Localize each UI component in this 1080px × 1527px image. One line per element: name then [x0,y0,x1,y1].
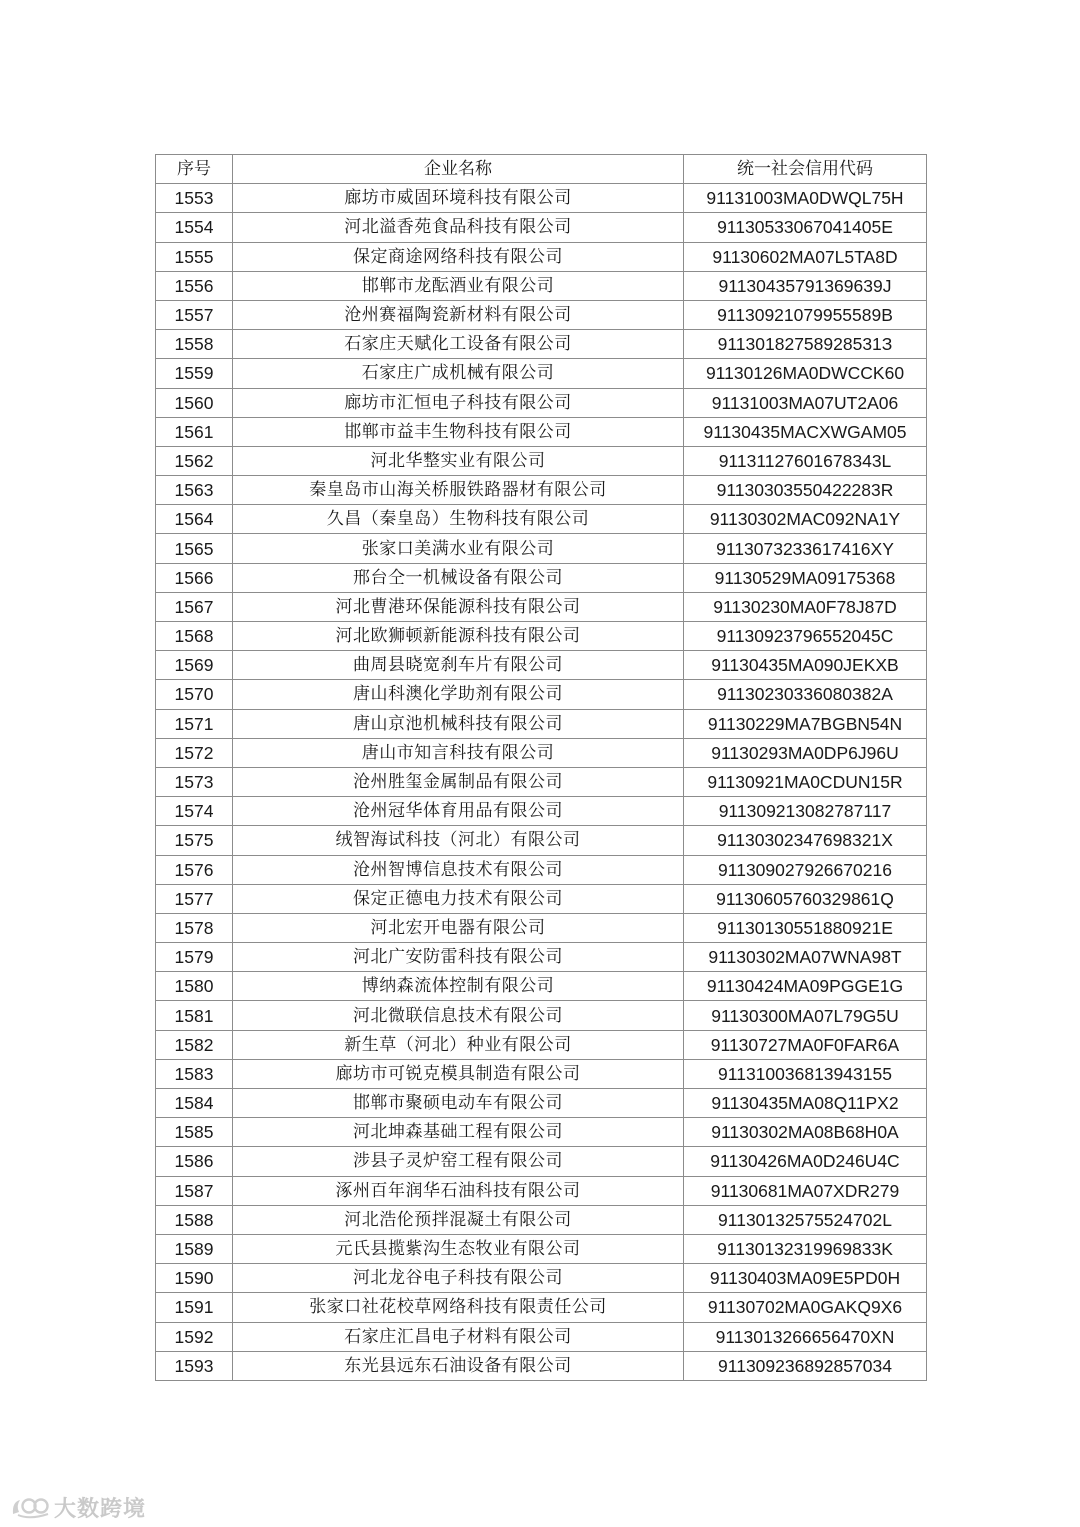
row-enterprise-name: 河北微联信息技术有限公司 [233,1001,684,1030]
table-row [156,913,927,942]
table-row [156,1234,927,1263]
watermark [10,1490,146,1524]
row-credit-code: 91130605760329861Q [684,884,927,913]
row-serial-no: 1561 [156,417,233,446]
row-credit-code: 91130293MA0DP6J96U [684,738,927,767]
row-enterprise-name: 廊坊市汇恒电子科技有限公司 [233,388,684,417]
row-enterprise-name: 保定商途网络科技有限公司 [233,242,684,271]
row-serial-no: 1592 [156,1322,233,1351]
row-credit-code: 91130602MA07L5TA8D [684,242,927,271]
row-enterprise-name: 河北龙谷电子科技有限公司 [233,1264,684,1293]
row-enterprise-name: 邢台仝一机械设备有限公司 [233,563,684,592]
table-row [156,884,927,913]
row-serial-no: 1586 [156,1147,233,1176]
row-credit-code: 91131003MA07UT2A06 [684,388,927,417]
table-row [156,972,927,1001]
table-row [156,417,927,446]
row-credit-code: 91130435791369639J [684,271,927,300]
row-serial-no: 1559 [156,359,233,388]
row-enterprise-name: 沧州冠华体育用品有限公司 [233,797,684,826]
row-enterprise-name: 邯郸市益丰生物科技有限公司 [233,417,684,446]
row-enterprise-name: 东光县远东石油设备有限公司 [233,1351,684,1380]
row-enterprise-name: 张家口社花校草网络科技有限责任公司 [233,1293,684,1322]
table-row [156,242,927,271]
row-serial-no: 1565 [156,534,233,563]
table-body [156,184,927,1381]
row-credit-code: 91130533067041405E [684,213,927,242]
row-enterprise-name: 曲周县晓宽刹车片有限公司 [233,651,684,680]
row-credit-code: 91130923689285703​4 [684,1351,927,1380]
row-serial-no: 1566 [156,563,233,592]
row-serial-no: 1568 [156,622,233,651]
row-serial-no: 1554 [156,213,233,242]
row-credit-code: 91130424MA09PGGE1G [684,972,927,1001]
row-credit-code: 91130229MA7BGBN54N [684,709,927,738]
row-enterprise-name: 廊坊市可锐克模具制造有限公司 [233,1059,684,1088]
row-credit-code: 91130902792667021​6 [684,855,927,884]
row-enterprise-name: 唐山京池机械科技有限公司 [233,709,684,738]
table-row [156,651,927,680]
table-row [156,943,927,972]
row-enterprise-name: 涉县子灵炉窑工程有限公司 [233,1147,684,1176]
row-serial-no: 1563 [156,476,233,505]
row-credit-code: 91130130551880921E [684,913,927,942]
row-serial-no: 1560 [156,388,233,417]
row-credit-code: 91130403MA09E5PD0H [684,1264,927,1293]
table-row [156,1205,927,1234]
table-row [156,330,927,359]
row-enterprise-name: 保定正德电力技术有限公司 [233,884,684,913]
table-row [156,709,927,738]
row-credit-code: 91130681MA07XDR279 [684,1176,927,1205]
table-row [156,1089,927,1118]
row-serial-no: 1585 [156,1118,233,1147]
row-credit-code: 91131003MA0DWQL75H [684,184,927,213]
row-enterprise-name: 久昌（秦皇岛）生物科技有限公司 [233,505,684,534]
row-serial-no: 1588 [156,1205,233,1234]
table-row [156,622,927,651]
row-enterprise-name: 绒智海试科技（河北）有限公司 [233,826,684,855]
row-serial-no: 1593 [156,1351,233,1380]
enterprise-table [155,154,927,1381]
row-credit-code: 91130921079955589B [684,300,927,329]
row-enterprise-name: 河北华整实业有限公司 [233,446,684,475]
row-enterprise-name: 沧州智博信息技术有限公司 [233,855,684,884]
table-row [156,184,927,213]
row-credit-code: 91130302MAC092NA1Y [684,505,927,534]
table-row [156,1001,927,1030]
header-serial-no: 序号 [156,155,233,184]
row-serial-no: 1555 [156,242,233,271]
table-row [156,1351,927,1380]
row-serial-no: 1589 [156,1234,233,1263]
row-serial-no: 1577 [156,884,233,913]
row-credit-code: 91130182758928531З [684,330,927,359]
table-row [156,446,927,475]
row-enterprise-name: 廊坊市威固环境科技有限公司 [233,184,684,213]
table-row [156,271,927,300]
row-serial-no: 1557 [156,300,233,329]
table-row [156,300,927,329]
row-credit-code: 91130230MA0F78J87D [684,592,927,621]
table-row [156,359,927,388]
row-enterprise-name: 元氏县揽紫沟生态牧业有限公司 [233,1234,684,1263]
row-enterprise-name: 石家庄天赋化工设备有限公司 [233,330,684,359]
row-enterprise-name: 沧州胜玺金属制品有限公司 [233,767,684,796]
row-enterprise-name: 石家庄广成机械有限公司 [233,359,684,388]
row-enterprise-name: 唐山科澳化学助剂有限公司 [233,680,684,709]
table-row [156,213,927,242]
table-row [156,1059,927,1088]
table-row [156,1293,927,1322]
row-enterprise-name: 河北欧狮顿新能源科技有限公司 [233,622,684,651]
table-row [156,534,927,563]
row-credit-code: 91130303550422283R [684,476,927,505]
table-row [156,680,927,709]
row-enterprise-name: 博纳森流体控制有限公司 [233,972,684,1001]
row-credit-code: 91130921308278711​7 [684,797,927,826]
row-enterprise-name: 河北宏开电器有限公司 [233,913,684,942]
header-enterprise-name: 企业名称 [233,155,684,184]
row-enterprise-name: 新生草（河北）种业有限公司 [233,1030,684,1059]
row-credit-code: 91130435MA08Q11PX2 [684,1089,927,1118]
row-enterprise-name: 石家庄汇昌电子材料有限公司 [233,1322,684,1351]
row-enterprise-name: 张家口美满水业有限公司 [233,534,684,563]
table-row [156,738,927,767]
table-row [156,855,927,884]
table-row [156,826,927,855]
row-serial-no: 1575 [156,826,233,855]
row-serial-no: 1576 [156,855,233,884]
row-serial-no: 1567 [156,592,233,621]
row-serial-no: 1590 [156,1264,233,1293]
row-enterprise-name: 河北坤森基础工程有限公司 [233,1118,684,1147]
row-serial-no: 1582 [156,1030,233,1059]
row-credit-code: 91130529MA09175368 [684,563,927,592]
row-enterprise-name: 河北广安防雷科技有限公司 [233,943,684,972]
row-serial-no: 1569 [156,651,233,680]
table-row [156,1030,927,1059]
row-serial-no: 1591 [156,1293,233,1322]
row-enterprise-name: 沧州赛福陶瓷新材料有限公司 [233,300,684,329]
row-enterprise-name: 邯郸市聚硕电动车有限公司 [233,1089,684,1118]
row-credit-code: 91130302MA07WNA98T [684,943,927,972]
row-serial-no: 1553 [156,184,233,213]
row-credit-code: 91130923796552045C [684,622,927,651]
table-row [156,1264,927,1293]
table-row [156,505,927,534]
row-credit-code: 91130132575524702L [684,1205,927,1234]
row-serial-no: 1581 [156,1001,233,1030]
row-enterprise-name: 河北溢香苑食品科技有限公司 [233,213,684,242]
row-credit-code: 91130300MA07L79G5U [684,1001,927,1030]
row-serial-no: 1574 [156,797,233,826]
row-serial-no: 1571 [156,709,233,738]
table-row [156,767,927,796]
row-credit-code: 91131003681394315​5 [684,1059,927,1088]
row-serial-no: 1556 [156,271,233,300]
row-serial-no: 1573 [156,767,233,796]
row-credit-code: 91130435MACXWGAM05 [684,417,927,446]
row-credit-code: 91130727MA0F0FAR6A [684,1030,927,1059]
table-row [156,1118,927,1147]
row-serial-no: 1572 [156,738,233,767]
row-serial-no: 1564 [156,505,233,534]
row-serial-no: 1558 [156,330,233,359]
dashuju-logo-icon [10,1494,52,1520]
row-enterprise-name: 涿州百年润华石油科技有限公司 [233,1176,684,1205]
row-serial-no: 1570 [156,680,233,709]
row-enterprise-name: 唐山市知言科技有限公司 [233,738,684,767]
table-row [156,1147,927,1176]
row-serial-no: 1587 [156,1176,233,1205]
row-enterprise-name: 邯郸市龙酝酒业有限公司 [233,271,684,300]
row-serial-no: 1580 [156,972,233,1001]
row-credit-code: 911301326665647​0XN [684,1322,927,1351]
row-credit-code: 91130702MA0GAKQ9X6 [684,1293,927,1322]
watermark-text: 大数跨境 [54,1496,147,1522]
row-credit-code: 91130302MA08B68H0A [684,1118,927,1147]
table-row [156,797,927,826]
row-credit-code: 91131127601678343L [684,446,927,475]
row-credit-code: 91130126MA0DWCCK60 [684,359,927,388]
row-credit-code: 9113073233617416XY [684,534,927,563]
row-enterprise-name: 河北浩伦预拌混凝土有限公司 [233,1205,684,1234]
table-row [156,476,927,505]
row-credit-code: 91130435MA090JEKXB [684,651,927,680]
row-serial-no: 1579 [156,943,233,972]
table-row [156,388,927,417]
row-enterprise-name: 河北曹港环保能源科技有限公司 [233,592,684,621]
table-row [156,563,927,592]
row-serial-no: 1583 [156,1059,233,1088]
row-enterprise-name: 秦皇岛市山海关桥服铁路器材有限公司 [233,476,684,505]
table-header-row [156,155,927,184]
row-serial-no: 1584 [156,1089,233,1118]
row-credit-code: 91130921MA0CDUN15R [684,767,927,796]
row-serial-no: 1578 [156,913,233,942]
row-credit-code: 91130230336080382A [684,680,927,709]
table-row [156,1322,927,1351]
row-serial-no: 1562 [156,446,233,475]
header-credit-code: 统一社会信用代码 [684,155,927,184]
table-row [156,1176,927,1205]
row-credit-code: 91130426MA0D246U4C [684,1147,927,1176]
row-credit-code: 91130132319969833K [684,1234,927,1263]
table-row [156,592,927,621]
row-credit-code: 91130302347698321X [684,826,927,855]
